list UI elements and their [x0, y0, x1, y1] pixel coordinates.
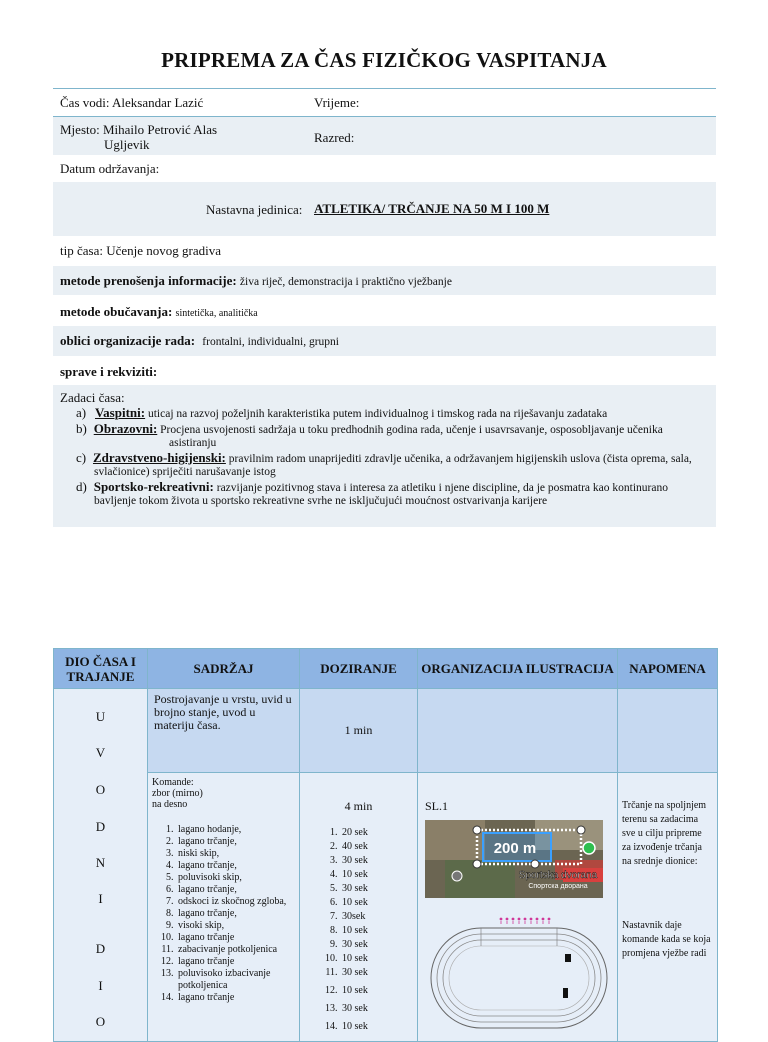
part-letter: D	[95, 819, 106, 834]
training-methods-label: metode obučavanja:	[60, 304, 173, 319]
list-item: 12. lagano trčanje	[176, 956, 295, 968]
date-field: Datum održavanja:	[60, 161, 160, 176]
note-running: Trčanje na spoljnjem terenu sa zadacima sve u cilju pripreme za izvođenje trčanja na srednje dionice:	[622, 800, 707, 867]
header-row-type	[53, 236, 716, 266]
list-item: 11. 30 sek	[340, 966, 417, 980]
header-part-duration: DIO ČASA I TRAJANJE	[54, 649, 148, 689]
list-item: 8. lagano trčanje,	[176, 908, 295, 920]
part-letter: I	[98, 891, 103, 906]
map-caption-cyrillic: Спортска дворана	[528, 883, 588, 890]
intro-note	[618, 689, 718, 773]
table-header-row	[54, 649, 718, 689]
place-field: Mjesto: Mihailo Petrović Alas	[60, 122, 218, 137]
list-item: 14. lagano trčanje	[176, 992, 295, 1004]
distance-label: 200 m	[493, 840, 537, 857]
list-item: 5. 30 sek	[340, 882, 417, 896]
task-item: d) Sportsko-rekreativni: razvijanje pozitivnog stava i interesa za atletiku i njene discipline, da je posmatra kao kontinurano bavljenje tokom života u sportsko rekreativne svrhe ne isključujući moućnost ostvarivanja karijere	[76, 479, 668, 507]
warmup-note	[618, 773, 718, 1042]
header-row-unit	[53, 182, 716, 236]
organization-label: oblici organizacije rada:	[60, 333, 196, 348]
list-item: 9. 30 sek	[340, 938, 417, 952]
place-field-line2: Ugljevik	[104, 137, 150, 152]
unit-value: ATLETIKA/ TRČANJE NA 50 M I 100 M	[314, 201, 550, 216]
list-item: 1. 20 sek	[340, 826, 417, 840]
warmup-organization	[418, 773, 618, 1042]
list-item: 3. niski skip,	[176, 848, 295, 860]
list-item: 5. poluvisoki skip,	[176, 872, 295, 884]
header-row-place	[53, 116, 716, 155]
list-item: 2. 40 sek	[340, 840, 417, 854]
intro-content: Postrojavanje u vrstu, uvid u brojno stanje, uvod u materiju časa.	[148, 689, 300, 773]
time-field: Vrijeme:	[314, 95, 360, 110]
part-letter: O	[95, 782, 106, 797]
list-item: 7. odskoci iz skočnog zgloba,	[176, 896, 295, 908]
info-methods-label: metode prenošenja informacije:	[60, 273, 237, 288]
map-caption: Sportska dvorana	[518, 870, 598, 881]
organization-value: frontalni, individualni, grupni	[202, 336, 339, 348]
exercise-list	[152, 824, 295, 1004]
lesson-tasks	[53, 385, 716, 527]
list-item: 3. 30 sek	[340, 854, 417, 868]
list-item: 6. 10 sek	[340, 896, 417, 910]
table-row	[54, 773, 718, 1042]
intro-organization	[418, 689, 618, 773]
list-item: 11. zabacivanje potkoljenica	[176, 944, 295, 956]
list-item: 12. 10 sek	[340, 984, 417, 998]
commands-label: Komande:	[152, 777, 194, 788]
task-item: c) Zdravstveno-higijenski: pravilnim radom unaprijediti zdravlje učenika, a održavanjem higijenskih uslova (čista oprema, sala, svlačionice) spriječiti narušavanje istog	[76, 450, 692, 478]
teacher-field: Čas vodi: Aleksandar Lazić	[60, 95, 204, 110]
equipment-label: sprave i rekviziti:	[60, 364, 158, 379]
section-equipment	[53, 356, 716, 385]
dose-list	[300, 826, 417, 1034]
section-organization	[53, 326, 716, 356]
list-item: 4. lagano trčanje,	[176, 860, 295, 872]
list-item: 1. lagano hodanje,	[176, 824, 295, 836]
page-title: PRIPREMA ZA ČAS FIZIČKOG VASPITANJA	[161, 48, 607, 72]
part-letter: D	[95, 941, 106, 956]
list-item: 7. 30sek	[340, 910, 417, 924]
header-content: SADRŽAJ	[148, 649, 300, 689]
header-row-teacher	[53, 88, 716, 116]
warmup-content	[148, 773, 300, 1042]
figure-label: SL.1	[425, 799, 449, 813]
class-field: Razred:	[314, 130, 355, 145]
list-item: 10. lagano trčanje	[176, 932, 295, 944]
list-item: 13. 30 sek	[340, 1002, 417, 1016]
part-letter: I	[98, 978, 103, 993]
tasks-heading: Zadaci časa:	[60, 390, 125, 405]
running-track-image	[423, 910, 613, 1030]
list-item: 10. 10 sek	[340, 952, 417, 966]
part-letter: U	[95, 709, 106, 724]
list-item: 13. poluvisoko izbacivanje potkoljenica	[176, 968, 295, 992]
intro-dosage: 1 min	[300, 689, 418, 773]
table-row	[54, 689, 718, 773]
list-item: 8. 10 sek	[340, 924, 417, 938]
section-training-methods	[53, 295, 716, 326]
list-item: 6. lagano trčanje,	[176, 884, 295, 896]
lesson-type: tip časa: Učenje novog gradiva	[60, 243, 221, 258]
list-item: 14. 10 sek	[340, 1020, 417, 1034]
list-item: 9. visoki skip,	[176, 920, 295, 932]
aerial-map-image	[425, 820, 603, 898]
part-cell	[54, 689, 148, 1042]
header-dosage: DOZIRANJE	[300, 649, 418, 689]
list-item: 2. lagano trčanje,	[176, 836, 295, 848]
training-methods-value: sintetička, analitička	[175, 308, 258, 319]
part-letter: O	[95, 1014, 106, 1029]
info-methods-value: živa riječ, demonstracija i praktično vježbanje	[239, 276, 452, 288]
list-item: 4. 10 sek	[340, 868, 417, 882]
command-attention: zbor (mirno)	[152, 788, 203, 799]
lesson-plan-table	[53, 648, 718, 1042]
command-right: na desno	[152, 799, 188, 810]
section-info-methods	[53, 266, 716, 295]
header-note: NAPOMENA	[618, 649, 718, 689]
task-item: a) Vaspitni: uticaj na razvoj poželjnih karakteristika putem individualnog i timskog rada na riješavanju zadataka	[76, 405, 608, 420]
task-item: b) Obrazovni: Procjena usvojenosti sadržaja u toku predhodnih godina rada, učenje i usavrsavanje, osposobljavanje učenika asistiranju	[76, 421, 663, 449]
warmup-total: 4 min	[344, 799, 373, 813]
part-letter: V	[95, 745, 106, 760]
warmup-dosage	[300, 773, 418, 1042]
header-row-date	[53, 155, 716, 182]
header-organization: ORGANIZACIJA ILUSTRACIJA	[418, 649, 618, 689]
note-commands: Nastavnik daje komande kada se koja promjena vježbe radi	[622, 920, 711, 959]
unit-label: Nastavna jedinica:	[206, 202, 303, 217]
part-letter: N	[95, 855, 106, 870]
